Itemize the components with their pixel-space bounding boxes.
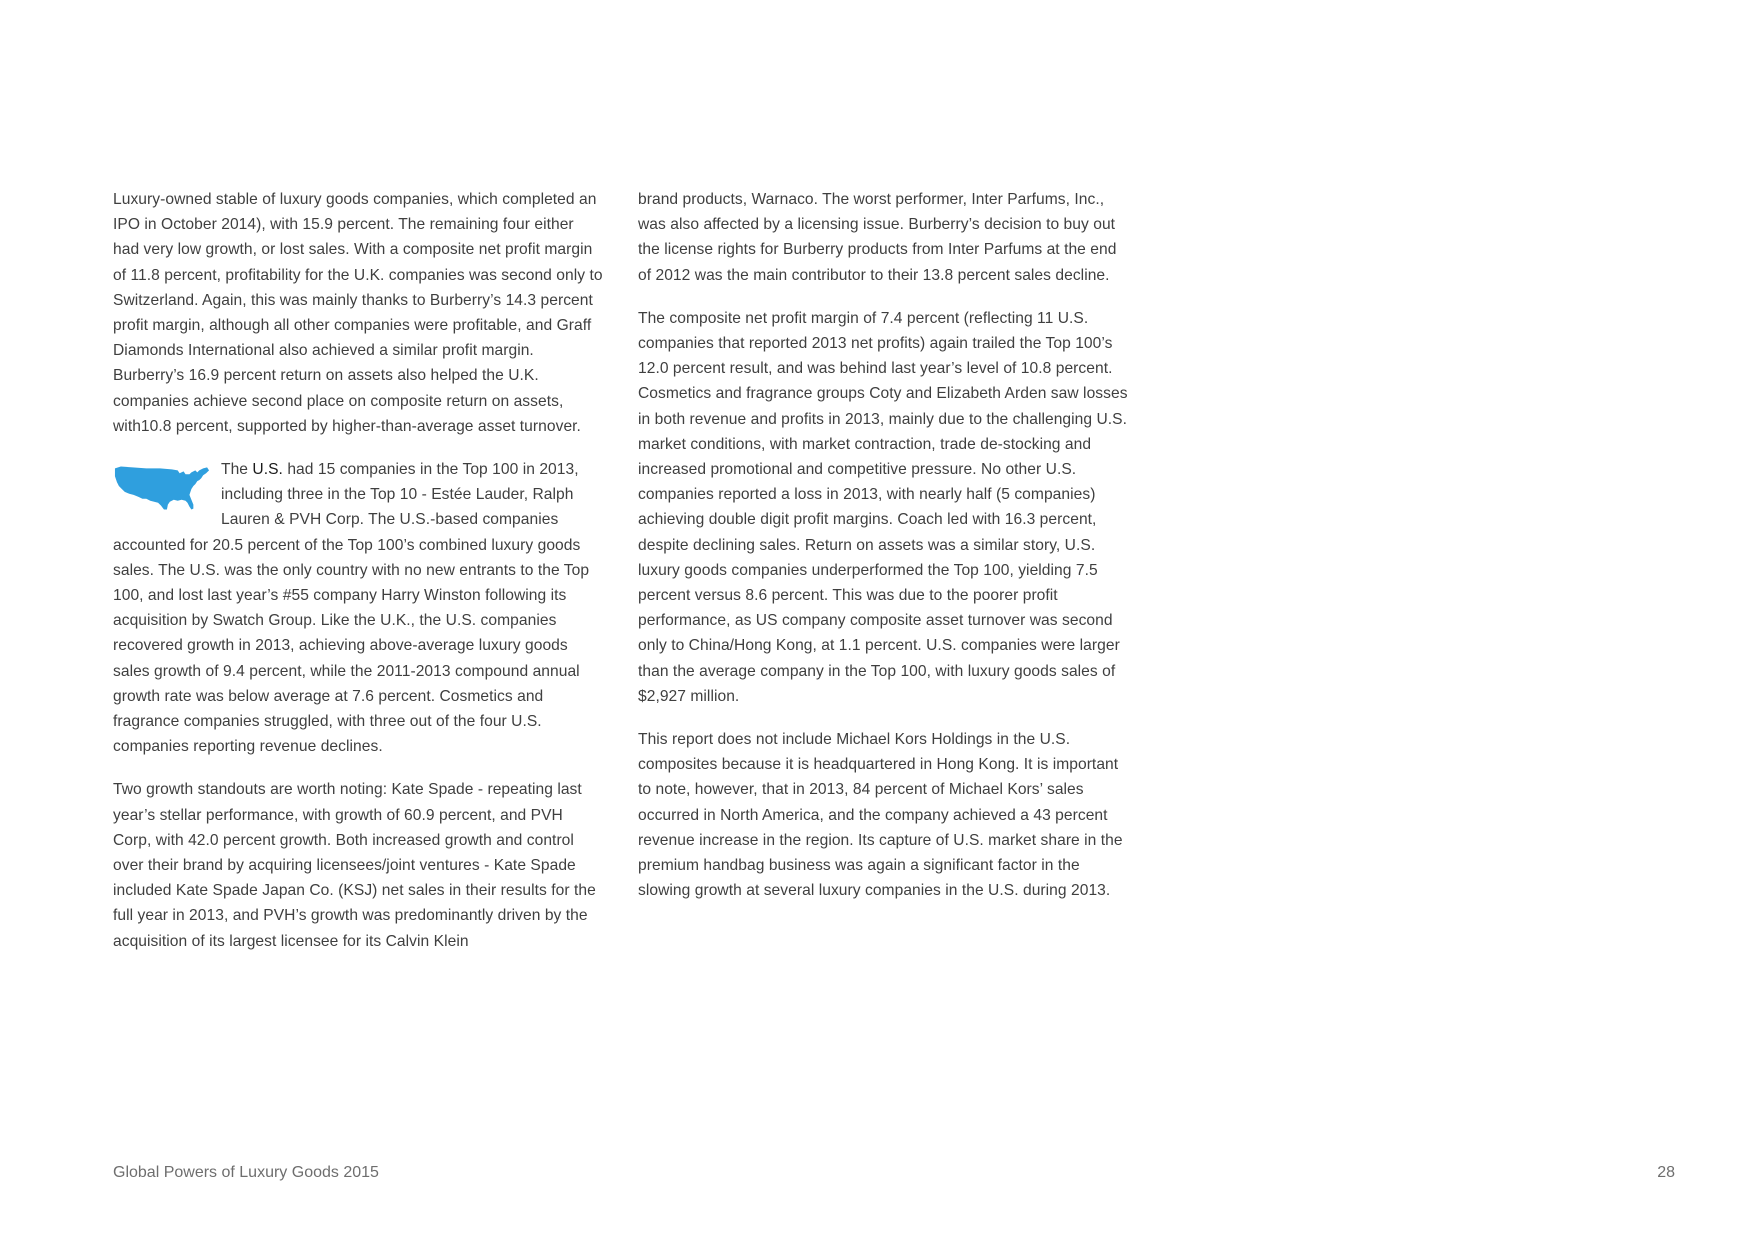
growth-standouts-paragraph: Two growth standouts are worth noting: Kate Spade - repeating last year’s stellar performance, with growth of 60.9 percent, and PVH Corp, with 42.0 percent growth. Both increased growth and control over their brand by acquiring licensees/joint ventures - Kate Spade included Kate Spade Japan Co. (KSJ) net sales in their results for the full year in 2013, and PVH’s growth was predominantly driven by the acquisition of its largest licensee for its Calvin Klein (113, 781, 596, 950)
us-intro-prefix: The (221, 461, 253, 479)
uk-paragraph: Luxury-owned stable of luxury goods companies, which completed an IPO in October 2014), with 15.9 percent. The remaining four either had very low growth, or lost sales. With a composite net profit margin of 11.8 percent, profitability for the U.K. companies was second only to Switzerland. Again, this was mainly thanks to Burberry’s 14.3 percent profit margin, although all other companies were profitable, and Graff Diamonds International also achieved a similar profit margin. Burberry’s 16.9 percent return on assets also helped the U.K. companies achieve second place on composite return on assets, with10.8 percent, supported by higher-than-average asset turnover. (113, 191, 603, 435)
left-column (113, 187, 603, 972)
page-number: 28 (1657, 1164, 1675, 1181)
michael-kors-paragraph: This report does not include Michael Kors Holdings in the U.S. composites because it is headquartered in Hong Kong. It is important to note, however, that in 2013, 84 percent of Michael Kors’ sales occurred in North America, and the company achieved a 43 percent revenue increase in the region. Its capture of U.S. market share in the premium handbag business was again a significant factor in the slowing growth at several luxury companies in the U.S. during 2013. (638, 731, 1123, 900)
country-name-us: U.S. (252, 461, 283, 479)
licensing-paragraph: brand products, Warnaco. The worst performer, Inter Parfums, Inc., was also affected by a licensing issue. Burberry’s decision to buy out the license rights for Burberry products from Inter Parfums at the end of 2012 was the main contributor to their 13.8 percent sales decline. (638, 191, 1117, 284)
us-section (113, 457, 603, 759)
footer-report-title: Global Powers of Luxury Goods 2015 (113, 1164, 379, 1181)
us-map-icon (113, 462, 211, 514)
us-paragraph-text: had 15 companies in the Top 100 in 2013, including three in the Top 10 - Estée Lauder, Ralph Lauren & PVH Corp. The U.S.-based companies accounted for 20.5 percent of the Top 100’s combined luxury goods sales. The U.S. was the only country with no new entrants to the Top 100, and lost last year’s #55 company Harry Winston following its acquisition by Swatch Group. Like the U.K., the U.S. companies recovered growth in 2013, achieving above-average luxury goods sales growth of 9.4 percent, while the 2011-2013 compound annual growth rate was below average at 7.6 percent. Cosmetics and fragrance companies struggled, with three out of the four U.S. companies reporting revenue declines. (113, 461, 590, 756)
right-column (638, 187, 1128, 921)
profit-margin-paragraph: The composite net profit margin of 7.4 percent (reflecting 11 U.S. companies that reported 2013 net profits) again trailed the Top 100’s 12.0 percent result, and was behind last year’s level of 10.8 percent. Cosmetics and fragrance groups Coty and Elizabeth Arden saw losses in both revenue and profits in 2013, mainly due to the challenging U.S. market conditions, with market contraction, trade de-stocking and increased promotional and competitive pressure. No other U.S. companies reported a loss in 2013, with nearly half (5 companies) achieving double digit profit margins. Coach led with 16.3 percent, despite declining sales. Return on assets was a similar story, U.S. luxury goods companies underperformed the Top 100, yielding 7.5 percent versus 8.6 percent. This was due to the poorer profit performance, as US company composite asset turnover was second only to China/Hong Kong, at 1.1 percent. U.S. companies were larger than the average company in the Top 100, with luxury goods sales of $2,927 million. (638, 309, 1128, 705)
